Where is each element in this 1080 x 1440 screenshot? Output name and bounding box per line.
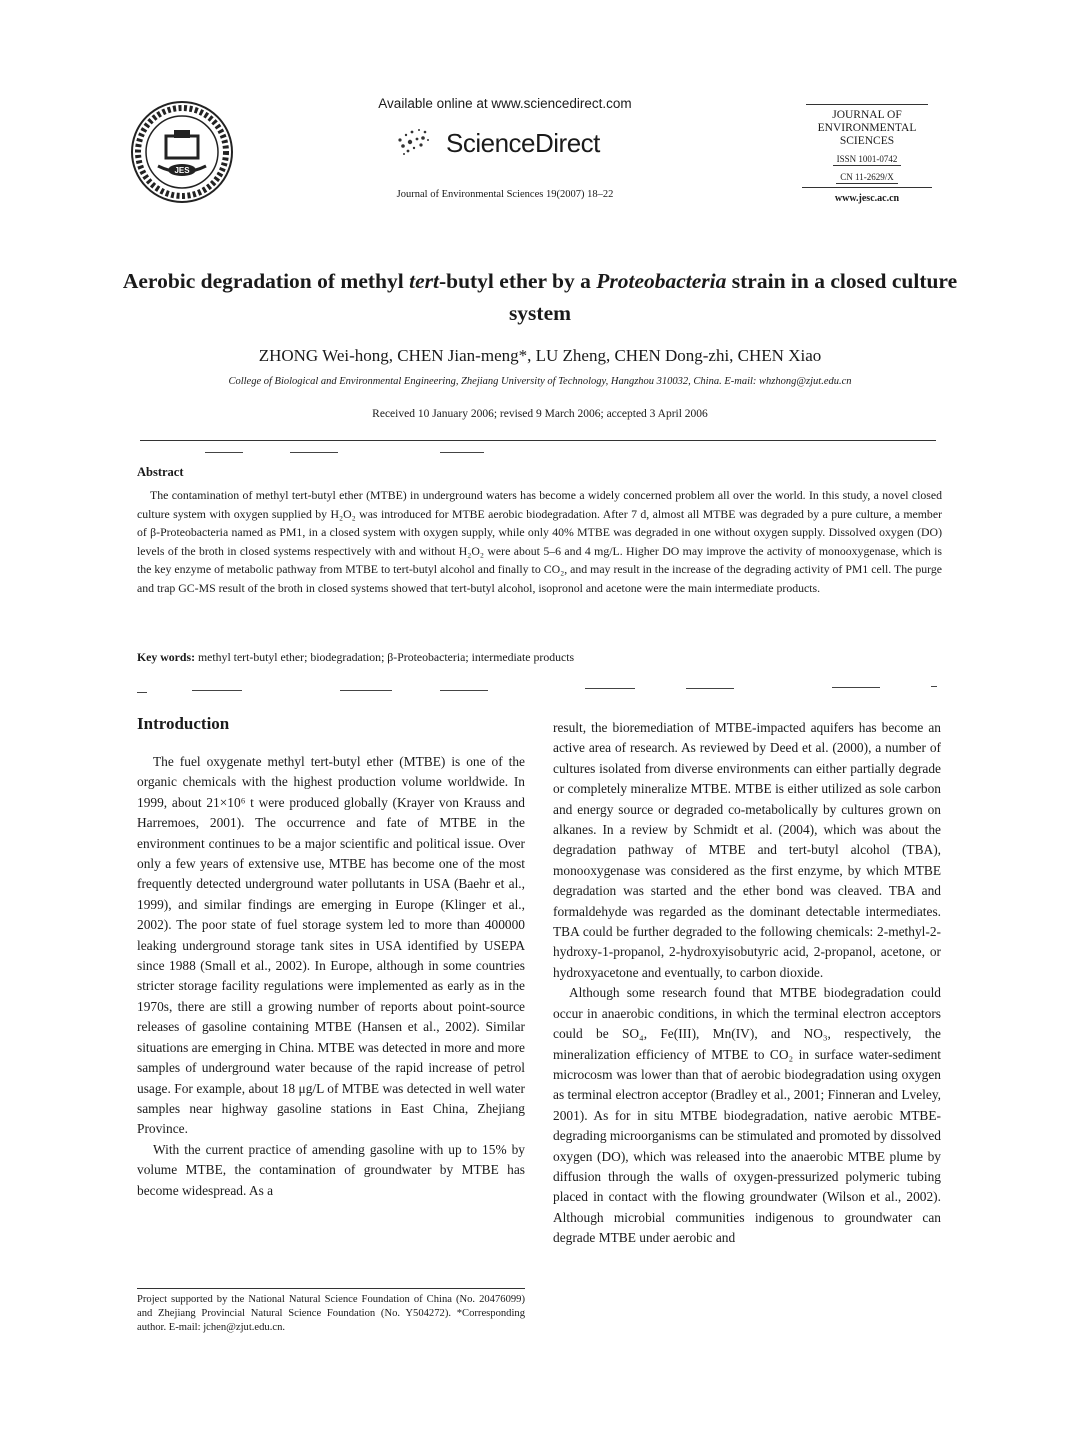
abstract-text: The contamination of methyl tert-butyl ether (MTBE) in underground waters has become a widely concerned problem all over the world. In this study, a novel closed culture system with oxygen supplied by H₂O₂ was introduced for MTBE aerobic biodegradation. After 7 d, almost all MTBE was degraded by a pure culture, a member of β-Proteobacteria named as PM1, in a closed system with oxygen supply, while only 40% MTBE was degraded in one without oxygen supply. Dissolved oxygen (DO) levels of the broth in closed systems respectively with and without H₂O₂ were about 5–6 and 4 mg/L. Higher DO may improve the activity of monooxygenase, which is the key enzyme of metabolic pathway from MTBE to tert-butyl alcohol and finally to CO₂, and may result in the increase of the degrading activity of PM1 cell. The purge and trap GC-MS result of the broth in closed systems showed that tert-butyl alcohol, isopronol and acetone were the main intermediate products.	[137, 488, 942, 595]
author-affiliation: College of Biological and Environmental Engineering, Zhejiang University of Technology, Hangzhou 310032, China. E-mail: whzhong@zjut.edu.cn	[228, 376, 852, 387]
journal-website: www.jesc.ac.cn	[834, 193, 900, 204]
divider-dash	[686, 688, 734, 689]
author-list: ZHONG Wei-hong, CHEN Jian-meng*, LU Zheng, CHEN Dong-zhi, CHEN Xiao	[258, 346, 822, 365]
received-dates: Received 10 January 2006; revised 9 March 2006; accepted 3 April 2006	[372, 408, 708, 420]
journal-name-line-1: JOURNAL OF	[832, 109, 902, 121]
divider-dash	[340, 690, 392, 691]
divider-dash	[440, 690, 488, 691]
funding-footnote: Project supported by the National Natural Science Foundation of China (No. 20476099) and Zhejiang Provincial Natural Science Foundation (No. Y504272). *Corresponding author. E-mail: jchen@zjut.edu.cn.	[137, 1294, 525, 1333]
divider-dash	[931, 686, 937, 687]
available-online-text: Available online at www.sciencedirect.com	[378, 96, 632, 111]
journal-info-box	[800, 104, 934, 205]
journal-citation: Journal of Environmental Sciences 19(2007) 18–22	[396, 189, 614, 200]
divider-dash	[192, 690, 242, 691]
journal-name-line-2: ENVIRONMENTAL	[817, 122, 917, 134]
divider-dash	[585, 688, 635, 689]
sciencedirect-brand: ScienceDirect	[446, 128, 600, 158]
abstract-heading: Abstract	[137, 465, 184, 479]
paragraph: The fuel oxygenate methyl tert-butyl ether (MTBE) is one of the organic chemicals with the highest production volume worldwide. In 1999, about 21×10⁶ t were produced globally (Krayer von Krauss and Harremoes, 2001). The occurrence and fate of MTBE in the environment continues to be a major scientific and political issue. Over only a few years of extensive use, MTBE has become one of the most frequently detected underground water pollutants in USA (Baehr et al., 1999), and similar findings are emerging in Europe (Klinger et al., 2002). The poor state of fuel storage system led to more than 400000 leaking underground storage tank sites in USA identified by USEPA since 1988 (Small et al., 2002). In Europe, although in some countries stricter storage facility regulations were implemented as early as in the 1970s, there are still a growing number of reports about point-source releases of gasoline containing MTBE (Hansen et al., 2002). Similar situations are emerging in China. MTBE was detected in more and more samples of underground water because of the rapid increase of petrol usage. For example, about 18 μg/L of MTBE was detected in well water samples near highway gasoline stations in East China, Zhejiang Province.	[137, 754, 525, 1137]
issn-number: ISSN 1001-0742	[833, 154, 902, 166]
jes-journal-logo	[130, 100, 234, 204]
journal-name-line-3: SCIENCES	[839, 135, 895, 147]
right-column	[553, 718, 941, 1249]
divider-dash	[205, 452, 243, 453]
keywords-list: methyl tert-butyl ether; biodegradation; β-Proteobacteria; intermediate products	[197, 650, 575, 664]
sciencedirect-dots-icon	[392, 126, 442, 158]
keywords	[137, 650, 942, 665]
title-divider	[140, 440, 936, 441]
introduction-heading: Introduction	[137, 714, 230, 733]
paragraph: With the current practice of amending gasoline with up to 15% by volume MTBE, the contamination of groundwater by MTBE has become widespread. As a	[137, 1141, 525, 1198]
article-title: Aerobic degradation of methyl tert-butyl ether by a Proteobacteria strain in a closed culture system	[122, 269, 958, 325]
divider-dash	[832, 687, 880, 688]
paragraph: Although some research found that MTBE biodegradation could occur in anaerobic conditions, in which the terminal electron acceptors could be SO₄, Fe(III), Mn(IV), and NO₃, respectively, the mineralization efficiency of MTBE to CO₂ in surface water-sediment microcosm was lower than that of aerobic biodegradation using oxygen as terminal electron acceptor (Bradley et al., 2001; Finneran and Lveley, 2001). As for in situ MTBE biodegradation, native aerobic MTBE-degrading microorganisms can be stimulated and promoted by dissolved oxygen (DO), which was released into the anaerobic MTBE plume by diffusion through the walls of oxygen-pressurized polymeric tubing placed in contact with the flowing groundwater (Wilson et al., 2002). Although microbial communities indigenous to groundwater can degrade MTBE under aerobic and	[553, 985, 942, 1246]
footnote-divider	[137, 1288, 525, 1289]
divider-dash	[440, 452, 484, 453]
logo-text: JES	[174, 166, 190, 175]
left-column	[137, 752, 525, 1201]
divider-dash	[137, 692, 147, 693]
divider-dash	[290, 452, 338, 453]
cn-number: CN 11-2629/X	[836, 172, 897, 184]
keywords-label: Key words:	[137, 650, 195, 664]
paragraph: result, the bioremediation of MTBE-impacted aquifers has become an active area of research. As reviewed by Deed et al. (2000), a number of cultures isolated from diverse environments can either partially degrade or completely mineralize MTBE. MTBE is either utilized as sole carbon and energy source or degraded co-metabolically by cultures grown on alkanes. In a review by Schmidt et al. (2004), which was about the degradation pathway of MTBE and tert-butyl alcohol (TBA), monooxygenase was considered as the first enzyme, by which MTBE degradation was started and the ether bond was cleaved. TBA and formaldehyde was regarded as the dominant detectable intermediates. TBA could be further degraded to the following chemicals: 2-methyl-2-hydroxy-1-propanol, 2-hydroxyisobutyric acid, 2-propanol, acetone, or hydroxyacetone and eventually, to carbon dioxide.	[553, 720, 941, 980]
